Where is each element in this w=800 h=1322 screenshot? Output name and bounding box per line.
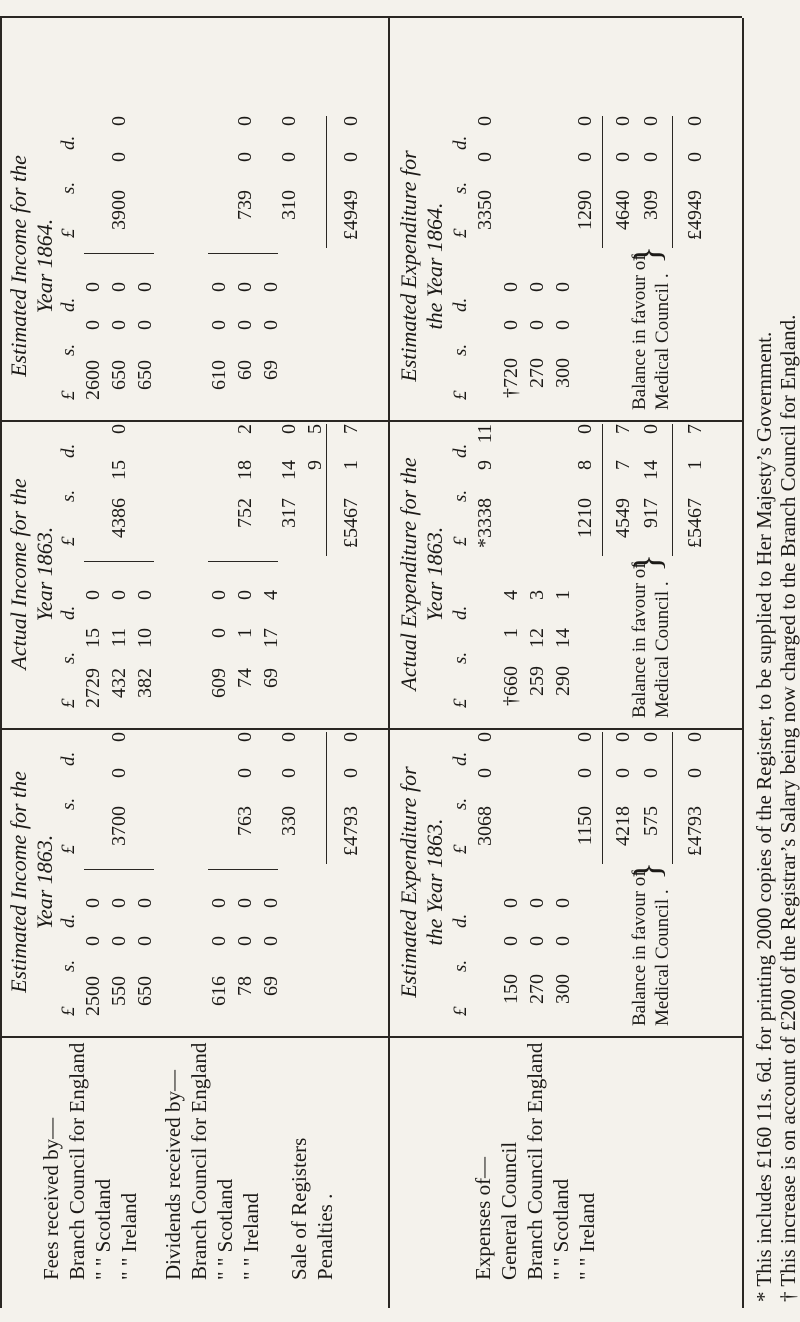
expenditure-total-value: £4949 [684,190,706,240]
inner-col-head: £ [58,390,79,400]
expenditure-inner-value: 1 [500,628,522,638]
expenditure-row-label: " " Ireland [575,1192,599,1280]
expenditure-outer-value: 0 [574,732,596,742]
income-total-rule [326,424,327,556]
income-row-label: Penalties . [313,1193,337,1280]
income-outer-value: 0 [108,732,130,742]
income-inner-value: 69 [260,668,282,688]
income-subtotal-rule [84,561,154,562]
expenditure-total-value: £5467 [684,498,706,548]
balance-label: Balance in favour of [629,562,650,718]
outer-col-head: £ [58,228,79,238]
expenditure-balance-value: 0 [640,116,662,126]
income-row-label: Sale of Registers [287,1137,311,1280]
outer-col-head: £ [450,844,471,854]
expenditure-inner-value: 150 [500,974,522,1004]
income-subtotal-rule [208,869,278,870]
income-row-label: " " Scotland [91,1178,115,1280]
expenditure-outer-value: 3350 [474,190,496,230]
expenditure-inner-value: 0 [552,898,574,908]
outer-col-head: £ [450,228,471,238]
expenditure-total-rule [672,116,673,248]
expenditure-inner-value: 0 [500,936,522,946]
expenditure-inner-value: 4 [500,590,522,600]
income-outer-value: 0 [278,732,300,742]
outer-col-head: d. [58,751,79,766]
expenditure-total-value: 0 [684,152,706,162]
inner-col-head: d. [450,605,471,620]
outer-col-head: d. [450,443,471,458]
outer-col-head: s. [58,181,79,194]
income-block-year: Year 1863. [32,526,57,622]
top-rule [0,18,2,1308]
income-block-title: Estimated Income for the [6,155,31,377]
income-total-value: £4949 [340,190,362,240]
income-inner-value: 1 [234,628,256,638]
income-inner-value: 0 [208,936,230,946]
inner-col-head: d. [450,913,471,928]
income-subtotal-rule [84,869,154,870]
expenditure-total-value: 0 [684,116,706,126]
footnote: * This includes £160 11s. 6d. for printing 2000 copies of the Register, to be supplied to Her Majesty’s Government. [752,331,776,1302]
income-outer-value: 4386 [108,498,130,538]
income-row-label: Fees received by— [39,1117,63,1280]
column-divider [0,1037,742,1039]
inner-col-head: s. [450,959,471,972]
expenditure-subtotal-value: 4218 [612,806,634,846]
expenditure-total-value: 1 [684,460,706,470]
expenditure-row-label: " " Scotland [549,1178,573,1280]
expenditure-outer-value: 9 [474,460,496,470]
expenditure-inner-value: 270 [526,358,548,388]
income-inner-value: 0 [108,282,130,292]
income-inner-value: 550 [108,976,130,1006]
expenditure-block-year: the Year 1864. [422,202,447,330]
expenditure-outer-value: 0 [574,152,596,162]
income-outer-value: 0 [108,152,130,162]
income-inner-value: 0 [234,898,256,908]
income-row-label: Branch Council for England [65,1042,89,1280]
income-outer-value: 0 [278,152,300,162]
income-inner-value: 4 [260,590,282,600]
income-inner-value: 0 [82,898,104,908]
income-total-value: £5467 [340,498,362,548]
outer-col-head: £ [58,536,79,546]
inner-col-head: s. [450,651,471,664]
balance-brace: } [627,553,669,572]
inner-col-head: s. [450,343,471,356]
income-block-year: Year 1864. [32,218,57,314]
expenditure-balance-value: 0 [640,424,662,434]
expenditure-block-title: Actual Expenditure for the [396,457,421,691]
expenditure-outer-value: 3068 [474,806,496,846]
inner-col-head: s. [58,959,79,972]
expenditure-block-year: Year 1863. [422,526,447,622]
income-total-value: 0 [340,732,362,742]
expenditure-outer-value: 0 [474,768,496,778]
income-inner-value: 69 [260,976,282,996]
expenditure-balance-value: 14 [640,460,662,480]
balance-label: Balance in favour of [629,254,650,410]
expenditure-subtotal-value: 7 [612,460,634,470]
expenditure-outer-value: 0 [474,152,496,162]
income-total-value: 0 [340,116,362,126]
expenditure-subtotal-value: 0 [612,116,634,126]
income-inner-value: 0 [234,936,256,946]
expenditure-balance-value: 0 [640,152,662,162]
income-inner-value: 0 [108,898,130,908]
outer-col-head: s. [450,489,471,502]
expenditure-inner-value: 3 [526,590,548,600]
income-inner-value: 10 [134,628,156,648]
outer-col-head: £ [450,536,471,546]
income-outer-value: 14 [278,460,300,480]
expenditure-inner-value: 14 [552,628,574,648]
expenditure-inner-value: 0 [500,320,522,330]
balance-label-2: Medical Council . [652,273,673,410]
income-outer-value: 0 [234,152,256,162]
income-inner-value: 0 [260,898,282,908]
expenditure-inner-value: 1 [552,590,574,600]
income-inner-value: 0 [108,590,130,600]
income-outer-value: 0 [234,768,256,778]
income-outer-value: 5 [304,424,326,434]
income-inner-value: 0 [208,898,230,908]
column-divider [0,421,742,423]
income-inner-value: 0 [260,282,282,292]
income-inner-value: 0 [134,936,156,946]
income-inner-value: 0 [208,590,230,600]
income-block-year: Year 1863. [32,834,57,930]
expenditure-block-title: Estimated Expenditure for [396,150,421,382]
expenditure-inner-value: 300 [552,358,574,388]
income-outer-value: 317 [278,498,300,528]
income-outer-value: 2 [234,424,256,434]
expenditure-outer-value: 1290 [574,190,596,230]
expenditure-inner-value: 0 [552,282,574,292]
expenditure-inner-value: 0 [500,898,522,908]
inner-col-head: £ [58,1006,79,1016]
income-inner-value: 0 [134,320,156,330]
balance-label: Balance in favour of [629,870,650,1026]
income-outer-value: 3700 [108,806,130,846]
expenditure-subtotal-value: 4640 [612,190,634,230]
income-outer-value: 0 [278,768,300,778]
income-subtotal-rule [208,561,278,562]
outer-col-head: £ [58,844,79,854]
expenditure-outer-value: 0 [574,424,596,434]
expenditure-inner-value: 0 [526,282,548,292]
expenditure-subtotal-rule [602,424,603,556]
income-inner-value: 609 [208,668,230,698]
expenditure-inner-value: †660 [500,666,522,706]
income-total-value: 0 [340,768,362,778]
income-subtotal-rule [208,253,278,254]
expenditure-outer-value: 1150 [574,806,596,846]
expenditure-balance-value: 917 [640,498,662,528]
income-outer-value: 310 [278,190,300,220]
income-outer-value: 763 [234,806,256,836]
income-inner-value: 15 [82,628,104,648]
inner-col-head: £ [450,698,471,708]
inner-col-head: £ [58,698,79,708]
expenditure-outer-value: 1210 [574,498,596,538]
expenditure-balance-value: 575 [640,806,662,836]
income-inner-value: 0 [234,590,256,600]
income-inner-value: 650 [108,360,130,390]
outer-col-head: s. [58,797,79,810]
expenditure-inner-value: 290 [552,666,574,696]
expenditure-inner-value: 0 [552,936,574,946]
income-inner-value: 0 [134,898,156,908]
balance-label-2: Medical Council . [652,581,673,718]
expenditure-subtotal-value: 0 [612,152,634,162]
income-outer-value: 0 [278,424,300,434]
income-inner-value: 0 [208,320,230,330]
income-inner-value: 0 [82,282,104,292]
income-inner-value: 78 [234,976,256,996]
income-row-label: " " Ireland [117,1192,141,1280]
income-inner-value: 17 [260,628,282,648]
income-inner-value: 0 [108,936,130,946]
expenditure-block-year: the Year 1863. [422,818,447,946]
income-inner-value: 2500 [82,976,104,1016]
expenditure-total-value: 0 [684,732,706,742]
income-inner-value: 0 [82,936,104,946]
expenditure-block-title: Estimated Expenditure for [396,766,421,998]
column-divider [0,729,742,731]
income-subtotal-rule [84,253,154,254]
expenditure-inner-value: 270 [526,974,548,1004]
income-total-value: 0 [340,152,362,162]
expenditure-inner-value: 259 [526,666,548,696]
income-outer-value: 0 [108,116,130,126]
expenditure-outer-value: 0 [574,116,596,126]
balance-label-2: Medical Council . [652,889,673,1026]
inner-col-head: s. [58,651,79,664]
expenditure-inner-value: 0 [526,936,548,946]
outer-col-head: s. [58,489,79,502]
outer-col-head: d. [58,443,79,458]
income-outer-value: 0 [108,424,130,434]
income-outer-value: 18 [234,460,256,480]
income-inner-value: 0 [208,282,230,292]
expenditure-outer-value: 8 [574,460,596,470]
expenditure-subtotal-value: 7 [612,424,634,434]
income-outer-value: 0 [278,116,300,126]
income-outer-value: 15 [108,460,130,480]
income-inner-value: 382 [134,668,156,698]
inner-col-head: s. [58,343,79,356]
income-inner-value: 11 [108,628,130,648]
inner-col-head: d. [58,913,79,928]
income-block-title: Estimated Income for the [6,771,31,993]
income-outer-value: 3900 [108,190,130,230]
footnote: † This increase is on account of £200 of the Registrar’s Salary being now charged to the Branch Council for England. [776,314,800,1302]
income-inner-value: 0 [108,320,130,330]
income-block-title: Actual Income for the [6,478,31,670]
income-inner-value: 69 [260,360,282,380]
expenditure-inner-value: 0 [552,320,574,330]
outer-col-head: d. [58,135,79,150]
income-outer-value: 0 [234,732,256,742]
balance-brace: } [627,245,669,264]
expenditure-row-label: Branch Council for England [523,1042,547,1280]
income-inner-value: 650 [134,976,156,1006]
income-outer-value: 752 [234,498,256,528]
expenditure-outer-value: 0 [574,768,596,778]
expenditure-inner-value: 0 [526,320,548,330]
expenditure-inner-value: †720 [500,358,522,398]
inner-col-head: £ [450,390,471,400]
expenditure-subtotal-rule [602,732,603,864]
outer-col-head: s. [450,797,471,810]
expenditure-balance-value: 0 [640,732,662,742]
expenditure-row-label: Expenses of— [471,1156,495,1280]
income-total-rule [326,116,327,248]
income-inner-value: 0 [234,320,256,330]
expenditure-outer-value: *3338 [474,498,496,548]
expenditure-row-label: General Council [497,1141,521,1280]
inner-col-head: d. [58,297,79,312]
income-inner-value: 616 [208,976,230,1006]
income-inner-value: 0 [82,320,104,330]
income-inner-value: 610 [208,360,230,390]
inner-col-head: d. [450,297,471,312]
outer-col-head: s. [450,181,471,194]
income-inner-value: 0 [134,282,156,292]
expenditure-inner-value: 0 [526,898,548,908]
expenditure-subtotal-value: 0 [612,732,634,742]
income-inner-value: 432 [108,668,130,698]
expenditure-total-value: 7 [684,424,706,434]
expenditure-balance-value: 309 [640,190,662,220]
income-row-label: Dividends received by— [161,1070,185,1280]
income-total-value: £4793 [340,806,362,856]
expenditure-outer-value: 0 [474,732,496,742]
expenditure-total-rule [672,424,673,556]
income-inner-value: 0 [82,590,104,600]
income-inner-value: 2729 [82,668,104,708]
income-inner-value: 2600 [82,360,104,400]
balance-brace: } [627,861,669,880]
income-inner-value: 0 [134,590,156,600]
inner-col-head: d. [58,605,79,620]
bottom-rule [742,18,744,1308]
section-divider [388,18,390,1308]
expenditure-outer-value: 0 [474,116,496,126]
expenditure-inner-value: 0 [500,282,522,292]
right-border [0,17,742,19]
expenditure-subtotal-value: 0 [612,768,634,778]
income-inner-value: 0 [260,936,282,946]
expenditure-outer-value: 11 [474,424,496,444]
income-inner-value: 0 [260,320,282,330]
income-outer-value: 0 [234,116,256,126]
inner-col-head: £ [450,1006,471,1016]
income-inner-value: 650 [134,360,156,390]
income-outer-value: 330 [278,806,300,836]
outer-col-head: d. [450,135,471,150]
expenditure-total-rule [672,732,673,864]
expenditure-total-value: £4793 [684,806,706,856]
income-row-label: Branch Council for England [187,1042,211,1280]
income-row-label: " " Scotland [213,1178,237,1280]
income-outer-value: 739 [234,190,256,220]
income-inner-value: 74 [234,668,256,688]
income-total-value: 7 [340,424,362,434]
income-total-rule [326,732,327,864]
income-inner-value: 0 [208,628,230,638]
outer-col-head: d. [450,751,471,766]
income-outer-value: 0 [108,768,130,778]
income-row-label: " " Ireland [239,1192,263,1280]
expenditure-subtotal-rule [602,116,603,248]
expenditure-inner-value: 12 [526,628,548,648]
expenditure-balance-value: 0 [640,768,662,778]
expenditure-inner-value: 300 [552,974,574,1004]
expenditure-subtotal-value: 4549 [612,498,634,538]
income-outer-value: 9 [304,460,326,470]
income-total-value: 1 [340,460,362,470]
income-inner-value: 0 [234,282,256,292]
expenditure-total-value: 0 [684,768,706,778]
income-inner-value: 60 [234,360,256,380]
